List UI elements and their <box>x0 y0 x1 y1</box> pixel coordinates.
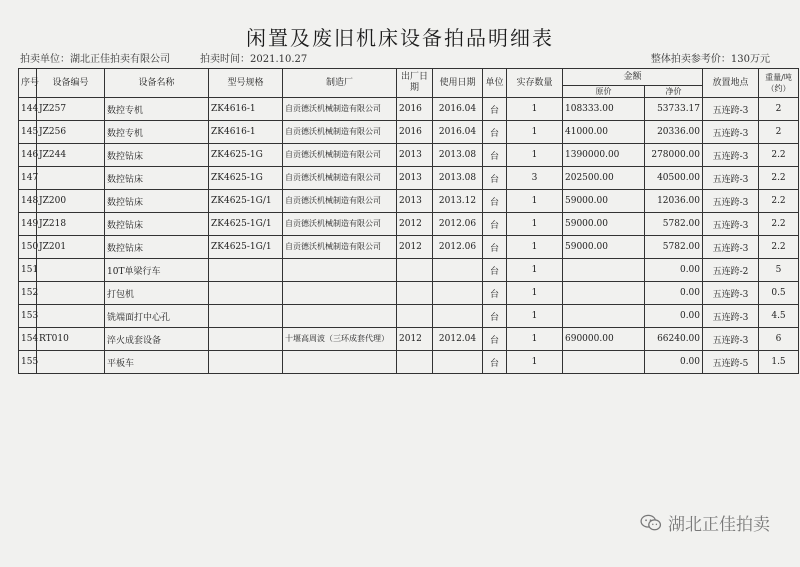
cell-seq: 149 <box>19 213 37 236</box>
cell-maker: 十堰高周波（三环成套代理） <box>283 328 397 351</box>
header-location: 放置地点 <box>703 69 759 98</box>
cell-prod: 2012 <box>397 236 433 259</box>
watermark <box>640 510 770 535</box>
cell-qty: 1 <box>507 305 563 328</box>
cell-seq: 145 <box>19 121 37 144</box>
cell-name: 10T单梁行车 <box>105 259 209 282</box>
cell-qty: 1 <box>507 121 563 144</box>
cell-net: 0.00 <box>645 259 703 282</box>
cell-name: 数控钻床 <box>105 236 209 259</box>
cell-qty: 1 <box>507 351 563 374</box>
cell-use <box>433 259 483 282</box>
cell-qty: 1 <box>507 190 563 213</box>
table-row <box>19 328 799 351</box>
cell-net: 0.00 <box>645 282 703 305</box>
cell-use: 2016.04 <box>433 121 483 144</box>
cell-orig: 690000.00 <box>563 328 645 351</box>
cell-orig <box>563 351 645 374</box>
cell-orig: 59000.00 <box>563 190 645 213</box>
cell-seq: 148 <box>19 190 37 213</box>
cell-loc: 五连跨-3 <box>703 213 759 236</box>
cell-wt: 2.2 <box>759 167 799 190</box>
cell-wt: 2.2 <box>759 213 799 236</box>
cell-use <box>433 282 483 305</box>
cell-use: 2013.08 <box>433 144 483 167</box>
cell-name: 平板车 <box>105 351 209 374</box>
cell-unit: 台 <box>483 144 507 167</box>
header-orig-price: 原价 <box>563 86 645 98</box>
cell-wt: 2.2 <box>759 236 799 259</box>
cell-name: 数控钻床 <box>105 144 209 167</box>
cell-code <box>37 167 105 190</box>
cell-qty: 1 <box>507 236 563 259</box>
equipment-table <box>18 68 799 374</box>
cell-unit: 台 <box>483 213 507 236</box>
cell-orig <box>563 305 645 328</box>
cell-seq: 147 <box>19 167 37 190</box>
cell-seq: 153 <box>19 305 37 328</box>
page-title: 闲置及废旧机床设备拍品明细表 <box>246 26 554 50</box>
cell-model: ZK4625-1G <box>209 144 283 167</box>
cell-maker: 自贡德沃机械制造有限公司 <box>283 121 397 144</box>
table-row <box>19 236 799 259</box>
cell-seq: 151 <box>19 259 37 282</box>
cell-wt: 2.2 <box>759 144 799 167</box>
cell-code: JZ256 <box>37 121 105 144</box>
cell-qty: 1 <box>507 328 563 351</box>
cell-code: JZ244 <box>37 144 105 167</box>
cell-net: 5782.00 <box>645 213 703 236</box>
cell-use: 2013.12 <box>433 190 483 213</box>
header-code: 设备编号 <box>37 69 105 98</box>
watermark-text: 湖北正佳拍卖 <box>668 515 770 535</box>
cell-maker: 自贡德沃机械制造有限公司 <box>283 167 397 190</box>
cell-prod: 2016 <box>397 98 433 121</box>
cell-name: 打包机 <box>105 282 209 305</box>
cell-code: JZ200 <box>37 190 105 213</box>
cell-orig <box>563 282 645 305</box>
cell-loc: 五连跨-3 <box>703 167 759 190</box>
cell-name: 淬火成套设备 <box>105 328 209 351</box>
cell-net: 53733.17 <box>645 98 703 121</box>
cell-wt: 4.5 <box>759 305 799 328</box>
cell-seq: 146 <box>19 144 37 167</box>
cell-seq: 144 <box>19 98 37 121</box>
header-weight: 重量/吨（约） <box>759 69 799 98</box>
cell-net: 20336.00 <box>645 121 703 144</box>
cell-loc: 五连跨-5 <box>703 351 759 374</box>
cell-model: ZK4625-1G/1 <box>209 190 283 213</box>
cell-wt: 2 <box>759 98 799 121</box>
cell-maker <box>283 351 397 374</box>
cell-net: 40500.00 <box>645 167 703 190</box>
cell-code <box>37 351 105 374</box>
cell-model: ZK4625-1G <box>209 167 283 190</box>
cell-code: JZ201 <box>37 236 105 259</box>
header-amount: 金额 <box>563 69 703 86</box>
cell-qty: 1 <box>507 98 563 121</box>
cell-orig: 202500.00 <box>563 167 645 190</box>
cell-unit: 台 <box>483 305 507 328</box>
cell-use: 2016.04 <box>433 98 483 121</box>
cell-code: JZ218 <box>37 213 105 236</box>
cell-loc: 五连跨-3 <box>703 190 759 213</box>
cell-net: 0.00 <box>645 305 703 328</box>
cell-model: ZK4625-1G/1 <box>209 236 283 259</box>
cell-loc: 五连跨-3 <box>703 98 759 121</box>
cell-use: 2012.04 <box>433 328 483 351</box>
cell-wt: 0.5 <box>759 282 799 305</box>
cell-unit: 台 <box>483 190 507 213</box>
cell-qty: 3 <box>507 167 563 190</box>
cell-model: ZK4625-1G/1 <box>209 213 283 236</box>
cell-prod <box>397 259 433 282</box>
cell-loc: 五连跨-3 <box>703 236 759 259</box>
cell-model <box>209 351 283 374</box>
cell-use: 2012.06 <box>433 213 483 236</box>
cell-maker: 自贡德沃机械制造有限公司 <box>283 236 397 259</box>
reference-price: 整体拍卖参考价：130万元 <box>650 54 770 65</box>
header-seq: 序号 <box>19 69 37 98</box>
cell-orig: 59000.00 <box>563 213 645 236</box>
cell-name: 数控钻床 <box>105 190 209 213</box>
table-row <box>19 98 799 121</box>
cell-maker: 自贡德沃机械制造有限公司 <box>283 190 397 213</box>
table-row <box>19 190 799 213</box>
cell-code <box>37 305 105 328</box>
cell-loc: 五连跨-3 <box>703 121 759 144</box>
header-qty: 实存数量 <box>507 69 563 98</box>
cell-model: ZK4616-1 <box>209 121 283 144</box>
cell-wt: 5 <box>759 259 799 282</box>
cell-orig: 41000.00 <box>563 121 645 144</box>
cell-net: 0.00 <box>645 351 703 374</box>
cell-loc: 五连跨-3 <box>703 282 759 305</box>
cell-net: 278000.00 <box>645 144 703 167</box>
cell-unit: 台 <box>483 236 507 259</box>
cell-unit: 台 <box>483 351 507 374</box>
cell-prod <box>397 305 433 328</box>
cell-qty: 1 <box>507 282 563 305</box>
cell-loc: 五连跨-3 <box>703 328 759 351</box>
table-row <box>19 121 799 144</box>
cell-wt: 2.2 <box>759 190 799 213</box>
cell-prod: 2012 <box>397 213 433 236</box>
auction-time: 拍卖时间：2021.10.27 <box>200 54 308 65</box>
cell-name: 数控专机 <box>105 98 209 121</box>
cell-use <box>433 305 483 328</box>
cell-unit: 台 <box>483 282 507 305</box>
table-row <box>19 282 799 305</box>
cell-unit: 台 <box>483 259 507 282</box>
cell-loc: 五连跨-2 <box>703 259 759 282</box>
table-row <box>19 213 799 236</box>
cell-use: 2013.08 <box>433 167 483 190</box>
cell-maker: 自贡德沃机械制造有限公司 <box>283 144 397 167</box>
wechat-icon <box>640 514 662 532</box>
cell-orig: 59000.00 <box>563 236 645 259</box>
table-row <box>19 167 799 190</box>
cell-prod: 2016 <box>397 121 433 144</box>
cell-model <box>209 305 283 328</box>
header-use-date: 使用日期 <box>433 69 483 98</box>
header-prod-date: 出厂日期 <box>397 69 433 98</box>
cell-loc: 五连跨-3 <box>703 305 759 328</box>
cell-unit: 台 <box>483 328 507 351</box>
header-name: 设备名称 <box>105 69 209 98</box>
cell-wt: 6 <box>759 328 799 351</box>
cell-qty: 1 <box>507 259 563 282</box>
cell-model <box>209 282 283 305</box>
cell-prod: 2013 <box>397 190 433 213</box>
cell-model <box>209 259 283 282</box>
cell-orig: 108333.00 <box>563 98 645 121</box>
cell-code <box>37 259 105 282</box>
cell-code <box>37 282 105 305</box>
table-row <box>19 259 799 282</box>
header-maker: 制造厂 <box>283 69 397 98</box>
cell-seq: 152 <box>19 282 37 305</box>
cell-net: 5782.00 <box>645 236 703 259</box>
cell-prod <box>397 282 433 305</box>
header-model: 型号规格 <box>209 69 283 98</box>
cell-net: 66240.00 <box>645 328 703 351</box>
cell-seq: 155 <box>19 351 37 374</box>
cell-prod: 2013 <box>397 144 433 167</box>
cell-prod: 2013 <box>397 167 433 190</box>
cell-orig <box>563 259 645 282</box>
cell-maker: 自贡德沃机械制造有限公司 <box>283 213 397 236</box>
cell-name: 铣端面打中心孔 <box>105 305 209 328</box>
cell-use: 2012.06 <box>433 236 483 259</box>
table-row <box>19 351 799 374</box>
cell-seq: 150 <box>19 236 37 259</box>
cell-code: RT010 <box>37 328 105 351</box>
cell-maker: 自贡德沃机械制造有限公司 <box>283 98 397 121</box>
cell-wt: 2 <box>759 121 799 144</box>
cell-name: 数控钻床 <box>105 167 209 190</box>
cell-loc: 五连跨-3 <box>703 144 759 167</box>
cell-model <box>209 328 283 351</box>
cell-use <box>433 351 483 374</box>
cell-wt: 1.5 <box>759 351 799 374</box>
cell-code: JZ257 <box>37 98 105 121</box>
seller-info: 拍卖单位：湖北正佳拍卖有限公司 <box>20 54 170 65</box>
cell-unit: 台 <box>483 167 507 190</box>
header-unit: 单位 <box>483 69 507 98</box>
table-row <box>19 305 799 328</box>
cell-maker <box>283 259 397 282</box>
header-net-price: 净价 <box>645 86 703 98</box>
cell-prod <box>397 351 433 374</box>
cell-maker <box>283 305 397 328</box>
cell-net: 12036.00 <box>645 190 703 213</box>
cell-name: 数控专机 <box>105 121 209 144</box>
cell-unit: 台 <box>483 121 507 144</box>
cell-name: 数控钻床 <box>105 213 209 236</box>
cell-orig: 1390000.00 <box>563 144 645 167</box>
cell-seq: 154 <box>19 328 37 351</box>
table-row <box>19 144 799 167</box>
cell-maker <box>283 282 397 305</box>
cell-prod: 2012 <box>397 328 433 351</box>
cell-unit: 台 <box>483 98 507 121</box>
cell-qty: 1 <box>507 213 563 236</box>
cell-qty: 1 <box>507 144 563 167</box>
cell-model: ZK4616-1 <box>209 98 283 121</box>
